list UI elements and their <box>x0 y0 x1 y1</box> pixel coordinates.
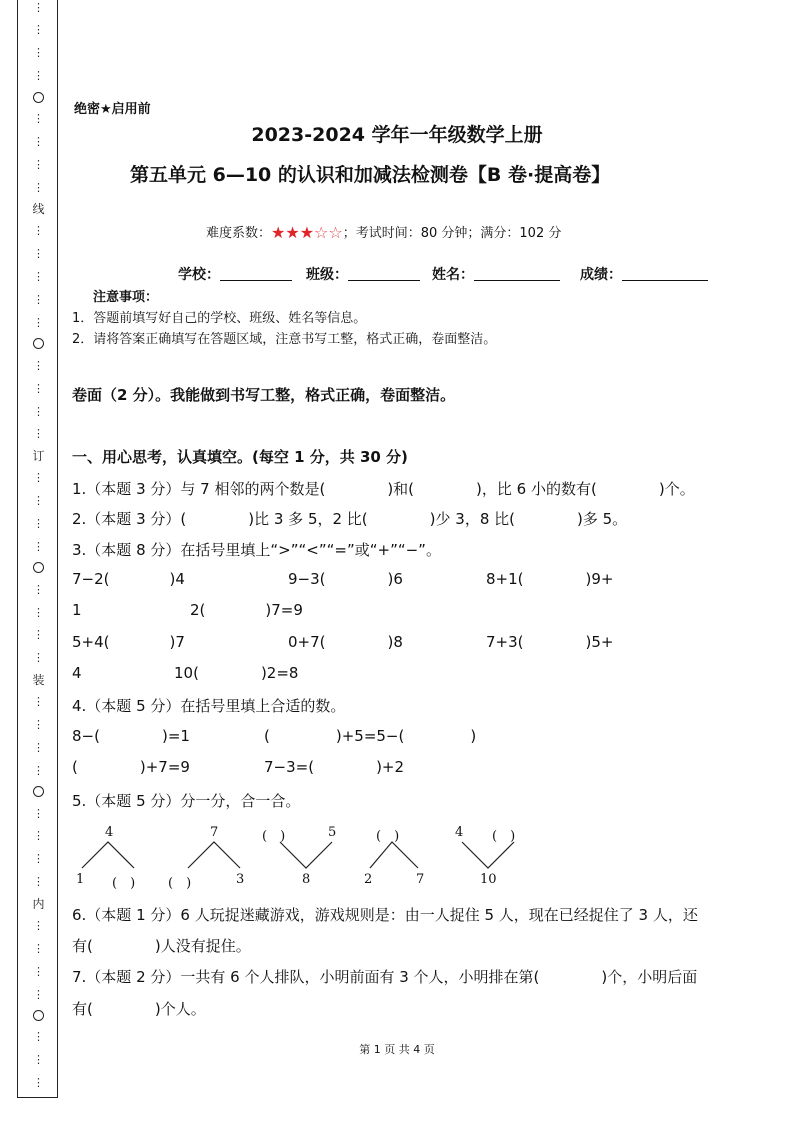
margin-dots: ⋮ <box>33 516 44 530</box>
margin-dots: ⋮ <box>33 427 44 441</box>
score-label: 成绩： <box>580 267 622 283</box>
score-blank[interactable] <box>622 267 708 281</box>
q3-row-1c: 8+1( )9+ <box>486 570 614 588</box>
class-label: 班级： <box>306 267 348 283</box>
bond-1-left: 1 <box>76 872 85 887</box>
margin-dots: ⋮ <box>33 293 44 307</box>
question-2: 2.（本题 3 分）( )比 3 多 5，2 比( )少 3，8 比( )多 5。 <box>72 510 628 528</box>
margin-dots: ⋮ <box>33 46 44 60</box>
margin-dots: ⋮ <box>33 1030 44 1044</box>
margin-dots: ⋮ <box>33 829 44 843</box>
bond-3-lines <box>280 842 332 868</box>
margin-dots: ⋮ <box>33 180 44 194</box>
q3-row-1b: 9−3( )6 <box>288 570 403 588</box>
margin-label: 内 <box>32 896 45 911</box>
margin-dots: ⋮ <box>33 224 44 238</box>
school-field[interactable] <box>178 264 292 284</box>
name-label: 姓名： <box>432 267 474 283</box>
margin-dots: ⋮ <box>33 539 44 553</box>
margin-label: 线 <box>32 202 45 217</box>
question-7: 7.（本题 2 分）一共有 6 个人排队，小明前面有 3 个人，小明排在第( )个，小明后面 <box>72 968 698 986</box>
school-blank[interactable] <box>220 267 292 281</box>
q3-row-4a: 4 <box>72 664 82 682</box>
star-empty-icon: ☆☆ <box>314 223 343 242</box>
paper-neatness: 卷面（2 分）。我能做到书写工整，格式正确，卷面整洁。 <box>72 386 456 404</box>
bond-4-top-blank[interactable]: ( ) <box>376 829 400 844</box>
bond-5-top-right-blank[interactable]: ( ) <box>492 829 516 844</box>
note-item: 2．请将答案正确填写在答题区域，注意书写工整，格式正确，卷面整洁。 <box>72 332 497 347</box>
margin-dots: ⋮ <box>33 270 44 284</box>
margin-dots: ⋮ <box>33 941 44 955</box>
margin-dots: ⋮ <box>33 987 44 1001</box>
bond-2-left-blank[interactable]: ( ) <box>168 876 192 891</box>
margin-dots: ⋮ <box>33 69 44 83</box>
margin-dots: ⋮ <box>33 1076 44 1090</box>
q4-row-2b: 7−3=( )+2 <box>264 758 405 776</box>
margin-dots: ⋮ <box>33 0 44 14</box>
bond-3-bottom: 8 <box>302 872 311 887</box>
margin-dots: ⋮ <box>33 605 44 619</box>
margin-dots: ⋮ <box>33 651 44 665</box>
bond-2-lines <box>188 842 240 868</box>
name-field[interactable] <box>432 264 560 284</box>
bond-4-lines <box>370 842 418 868</box>
margin-dots: ⋮ <box>33 740 44 754</box>
bond-5-bottom: 10 <box>480 872 497 887</box>
section-1-title: 一、用心思考，认真填空。(每空 1 分，共 30 分) <box>72 448 408 466</box>
question-6: 6.（本题 1 分）6 人玩捉迷藏游戏，游戏规则是：由一人捉住 5 人，现在已经捉住了 3 人，还 <box>72 906 698 924</box>
question-5: 5.（本题 5 分）分一分，合一合。 <box>72 792 301 810</box>
margin-dots: ⋮ <box>33 806 44 820</box>
bond-5-lines <box>462 842 514 868</box>
q3-row-3a: 5+4( )7 <box>72 633 185 651</box>
margin-dots: ⋮ <box>33 875 44 889</box>
margin-dots: ⋮ <box>33 763 44 777</box>
margin-dots: ⋮ <box>33 628 44 642</box>
margin-circle-icon <box>33 1010 44 1021</box>
margin-dots: ⋮ <box>33 358 44 372</box>
bond-4-left: 2 <box>364 872 373 887</box>
score-field[interactable] <box>580 264 708 284</box>
margin-circle-icon <box>33 786 44 797</box>
margin-dots: ⋮ <box>33 964 44 978</box>
margin-dots: ⋮ <box>33 134 44 148</box>
school-label: 学校： <box>178 267 220 283</box>
binding-margin <box>17 0 58 1098</box>
bond-1-lines <box>82 842 134 868</box>
margin-dots: ⋮ <box>33 718 44 731</box>
bond-1-top: 4 <box>105 825 114 840</box>
margin-dots: ⋮ <box>33 919 44 933</box>
margin-dots: ⋮ <box>33 471 44 485</box>
margin-dots: ⋮ <box>33 1053 44 1067</box>
margin-dots: ⋮ <box>33 23 44 37</box>
margin-dots: ⋮ <box>33 494 44 508</box>
class-field[interactable] <box>306 264 420 284</box>
bond-2-right: 3 <box>236 872 245 887</box>
q3-row-2a: 1 <box>72 601 82 619</box>
bond-3-top-left-blank[interactable]: ( ) <box>262 829 286 844</box>
paper-subtitle: 第五单元 6—10 的认识和加减法检测卷【B 卷·提高卷】 <box>130 164 611 186</box>
class-blank[interactable] <box>348 267 420 281</box>
q3-row-2b: 2( )7=9 <box>190 601 303 619</box>
exam-meta <box>206 222 561 242</box>
name-blank[interactable] <box>474 267 560 281</box>
question-4: 4.（本题 5 分）在括号里填上合适的数。 <box>72 697 346 715</box>
confidential-label: 绝密★启用前 <box>74 102 151 117</box>
question-1: 1.（本题 3 分）与 7 相邻的两个数是( )和( )，比 6 小的数有( )个。 <box>72 480 695 498</box>
margin-dots: ⋮ <box>33 404 44 418</box>
bond-5-top-left: 4 <box>455 825 464 840</box>
margin-circle-icon <box>33 338 44 349</box>
margin-label: 订 <box>32 448 45 463</box>
paper-title: 2023-2024 学年一年级数学上册 <box>251 124 543 146</box>
difficulty-label: 难度系数： <box>206 226 272 241</box>
notes-title: 注意事项： <box>93 290 159 305</box>
margin-circle-icon <box>33 92 44 103</box>
margin-dots: ⋮ <box>33 157 44 171</box>
q3-row-1a: 7−2( )4 <box>72 570 185 588</box>
q3-row-4b: 10( )2=8 <box>174 664 299 682</box>
margin-dots: ⋮ <box>33 111 44 125</box>
q4-row-1b: ( )+5=5−( ) <box>264 727 477 745</box>
q3-row-3b: 0+7( )8 <box>288 633 403 651</box>
page-footer: 第 1 页 共 4 页 <box>359 1043 435 1056</box>
question-3: 3.（本题 8 分）在括号里填上“>”“<”“=”或“+”“−”。 <box>72 541 441 559</box>
margin-circle-icon <box>33 562 44 573</box>
star-filled-icon: ★★★ <box>271 223 315 242</box>
difficulty-stars <box>271 223 343 242</box>
margin-dots: ⋮ <box>33 381 44 395</box>
bond-4-right: 7 <box>416 872 425 887</box>
bond-1-right-blank[interactable]: ( ) <box>112 876 136 891</box>
margin-dots: ⋮ <box>33 315 44 329</box>
margin-dots: ⋮ <box>33 582 44 596</box>
note-item: 1．答题前填写好自己的学校、班级、姓名等信息。 <box>72 311 367 326</box>
margin-dots: ⋮ <box>33 247 44 261</box>
q3-row-3c: 7+3( )5+ <box>486 633 614 651</box>
margin-label: 装 <box>32 672 45 687</box>
q4-row-2a: ( )+7=9 <box>72 758 190 776</box>
q4-row-1a: 8−( )=1 <box>72 727 190 745</box>
exam-time-score: ；考试时间：80 分钟；满分：102 分 <box>342 226 562 241</box>
bond-3-top-right: 5 <box>328 825 337 840</box>
bond-2-top: 7 <box>210 825 219 840</box>
binding-margin-column <box>18 0 59 1098</box>
question-6-cont: 有( )人没有捉住。 <box>72 937 251 955</box>
margin-dots: ⋮ <box>33 695 44 709</box>
margin-dots: ⋮ <box>33 852 44 866</box>
number-bond-diagrams <box>72 820 592 890</box>
question-7-cont: 有( )个人。 <box>72 1000 206 1018</box>
